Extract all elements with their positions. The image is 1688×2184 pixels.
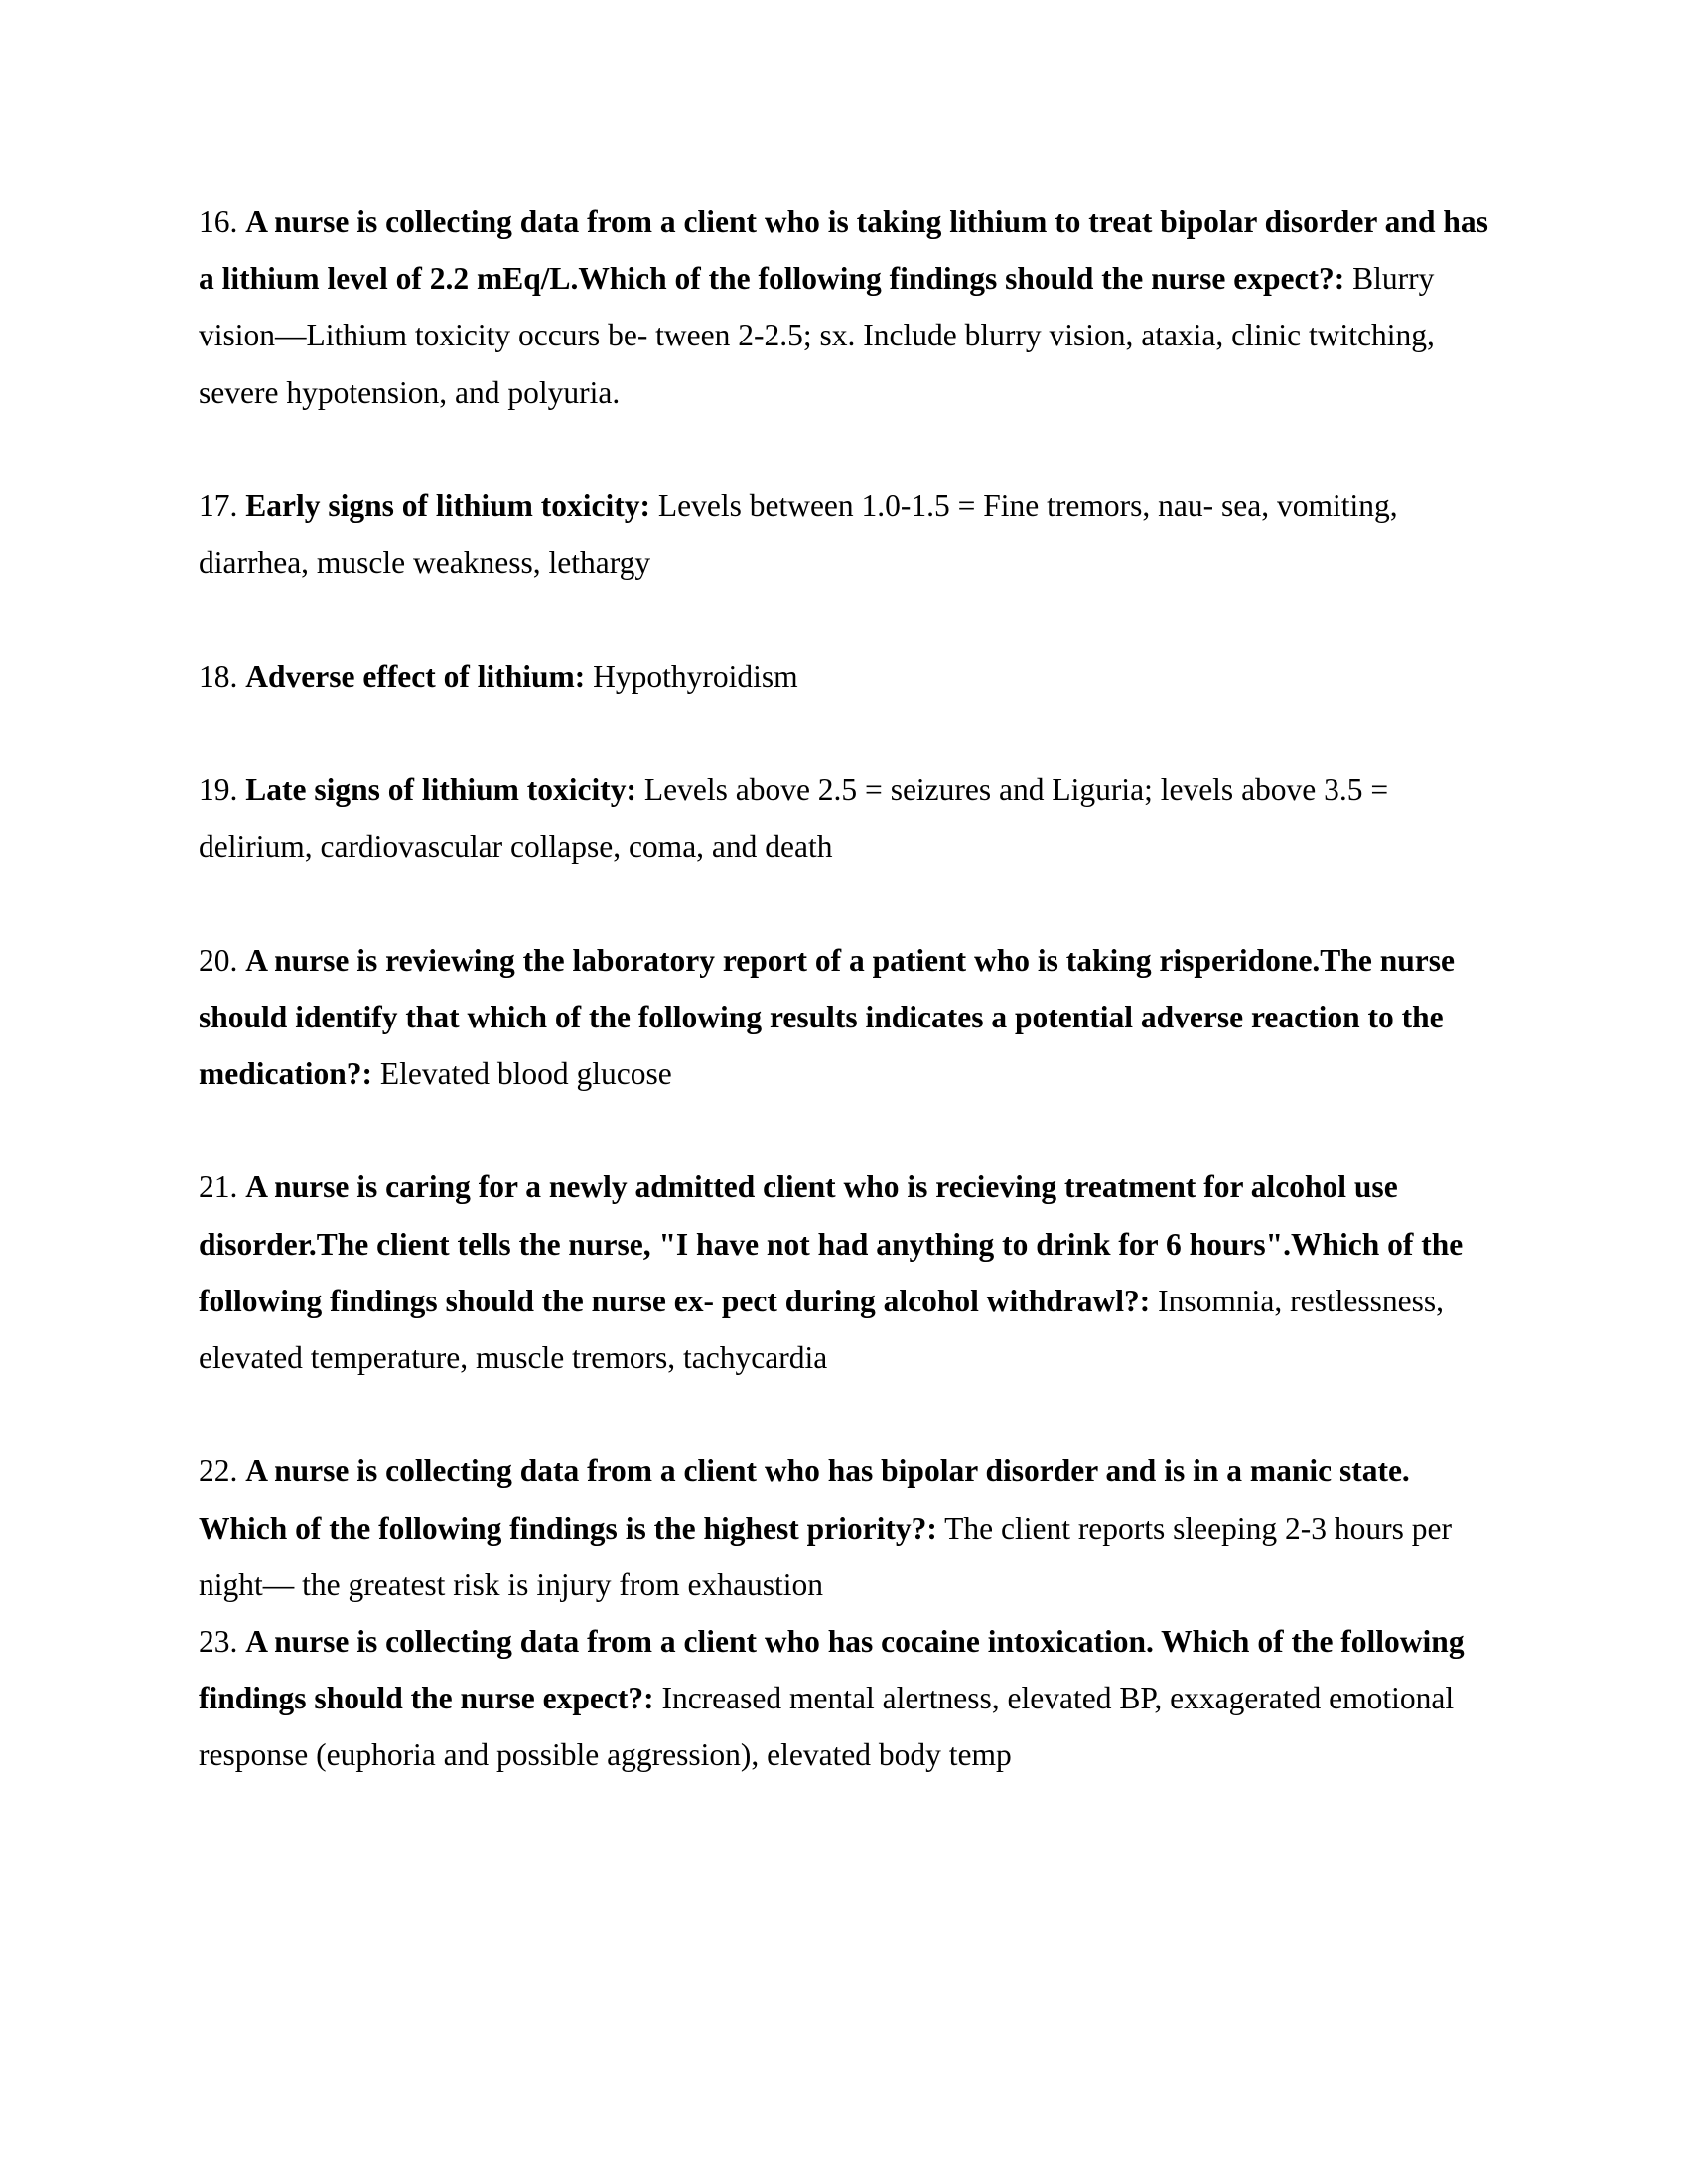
question-text: A nurse is caring for a newly admitted client who is recieving treatment for alcohol use disorder.The client tells the nurse, "I have not had anything to drink for 6 hours".Which of the following findings should the nurse ex- pect during alcohol withdrawl?: <box>199 1169 1464 1318</box>
question-text: Adverse effect of lithium: <box>245 658 586 694</box>
question-text: A nurse is reviewing the laboratory report of a patient who is taking risperidone.The nurse should identify that which of the following results indicates a potential adverse reaction to the medication?: <box>199 942 1455 1091</box>
question-text: A nurse is collecting data from a client who has cocaine intoxication. Which of the following findings should the nurse expect?: <box>199 1623 1465 1716</box>
question-text: A nurse is collecting data from a client who is taking lithium to treat bipolar disorder and has a lithium level of 2.2 mEq/L.Which of the following findings should the nurse expect?: <box>199 205 1488 297</box>
qa-item-16 <box>199 194 1499 421</box>
answer-text: Insomnia, restlessness, elevated temperature, muscle tremors, tachycardia <box>199 1283 1444 1375</box>
question-text: Late signs of lithium toxicity: <box>245 771 636 807</box>
question-text: Early signs of lithium toxicity: <box>245 488 650 523</box>
item-number: 16. <box>199 205 238 239</box>
answer-text: Hypothyroidism <box>593 658 798 694</box>
item-number: 23. <box>199 1623 238 1659</box>
qa-item-23 <box>199 1613 1499 1784</box>
qa-item-20 <box>199 932 1499 1103</box>
answer-text: Blurry vision—Lithium toxicity occurs be- tween 2-2.5; sx. Include blurry vision, ataxia, clinic twitching, severe hypotension, and polyuria. <box>199 261 1435 410</box>
qa-item-18 <box>199 648 1499 705</box>
item-number: 22. <box>199 1453 238 1489</box>
document-page <box>199 194 1499 1784</box>
qa-item-22 <box>199 1442 1499 1613</box>
qa-item-17 <box>199 478 1499 591</box>
answer-text: Levels above 2.5 = seizures and Liguria; levels above 3.5 = delirium, cardiovascular collapse, coma, and death <box>199 771 1389 865</box>
item-number: 21. <box>199 1169 238 1205</box>
answer-text: Levels between 1.0-1.5 = Fine tremors, nau- sea, vomiting, diarrhea, muscle weakness, lethargy <box>199 488 1398 581</box>
question-text: A nurse is collecting data from a client who has bipolar disorder and is in a manic state. Which of the following findings is the highest priority?: <box>199 1453 1410 1546</box>
qa-item-21 <box>199 1159 1499 1386</box>
answer-text: The client reports sleeping 2-3 hours per night— the greatest risk is injury from exhaustion <box>199 1510 1452 1602</box>
qa-item-19 <box>199 761 1499 875</box>
answer-text: Increased mental alertness, elevated BP, exxagerated emotional response (euphoria and possible aggression), elevated body temp <box>199 1681 1455 1773</box>
item-number: 19. <box>199 771 238 807</box>
item-number: 18. <box>199 658 238 694</box>
answer-text: Elevated blood glucose <box>379 1055 672 1091</box>
item-number: 20. <box>199 942 238 978</box>
item-number: 17. <box>199 488 238 523</box>
